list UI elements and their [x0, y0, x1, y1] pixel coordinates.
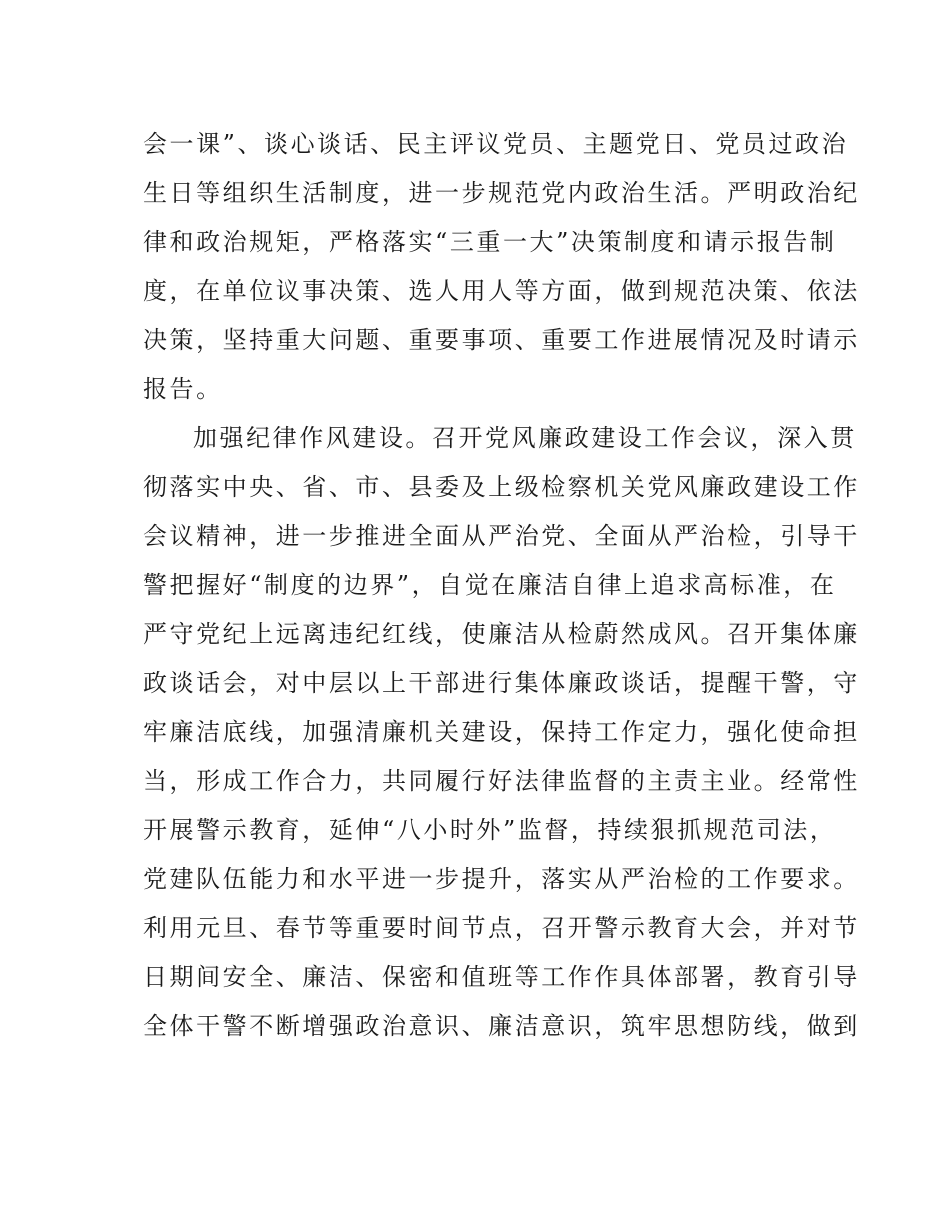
text-line: 彻落实中央、省、市、县委及上级检察机关党风廉政建设工作	[143, 473, 860, 501]
text-line: 当，形成工作合力，共同履行好法律监督的主责主业。经常性	[143, 767, 860, 795]
text-line: 生日等组织生活制度，进一步规范党内政治生活。严明政治纪	[143, 179, 860, 207]
text-line: 会一课”、谈心谈话、民主评议党员、主题党日、党员过政治	[143, 130, 849, 158]
text-line: 开展警示教育，延伸“八小时外”监督，持续狠抓规范司法，	[143, 816, 837, 844]
text-line: 度，在单位议事决策、选人用人等方面，做到规范决策、依法	[143, 277, 860, 305]
text-line: 利用元旦、春节等重要时间节点，召开警示教育大会，并对节	[143, 914, 860, 942]
text-line: 报告。	[143, 375, 223, 403]
paragraph-discipline-style	[143, 414, 860, 1051]
text-line: 党建队伍能力和水平进一步提升，落实从严治检的工作要求。	[143, 865, 860, 893]
text-line: 全体干警不断增强政治意识、廉洁意识，筑牢思想防线，做到	[143, 1012, 860, 1040]
text-line: 决策，坚持重大问题、重要事项、重要工作进展情况及时请示	[143, 326, 860, 354]
text-line: 牢廉洁底线，加强清廉机关建设，保持工作定力，强化使命担	[143, 718, 860, 746]
text-line: 律和政治规矩，严格落实“三重一大”决策制度和请示报告制	[143, 228, 837, 256]
text-line: 政谈话会，对中层以上干部进行集体廉政谈话，提醒干警，守	[143, 669, 860, 697]
text-line: 警把握好“制度的边界”，自觉在廉洁自律上追求高标准，在	[143, 571, 837, 599]
text-line: 会议精神，进一步推进全面从严治党、全面从严治检，引导干	[143, 522, 860, 550]
paragraph-continuation	[143, 120, 860, 414]
text-line-indented: 加强纪律作风建设。召开党风廉政建设工作会议，深入贯	[193, 424, 857, 452]
text-line: 日期间安全、廉洁、保密和值班等工作作具体部署，教育引导	[143, 963, 860, 991]
text-line: 严守党纪上远离违纪红线，使廉洁从检蔚然成风。召开集体廉	[143, 620, 860, 648]
